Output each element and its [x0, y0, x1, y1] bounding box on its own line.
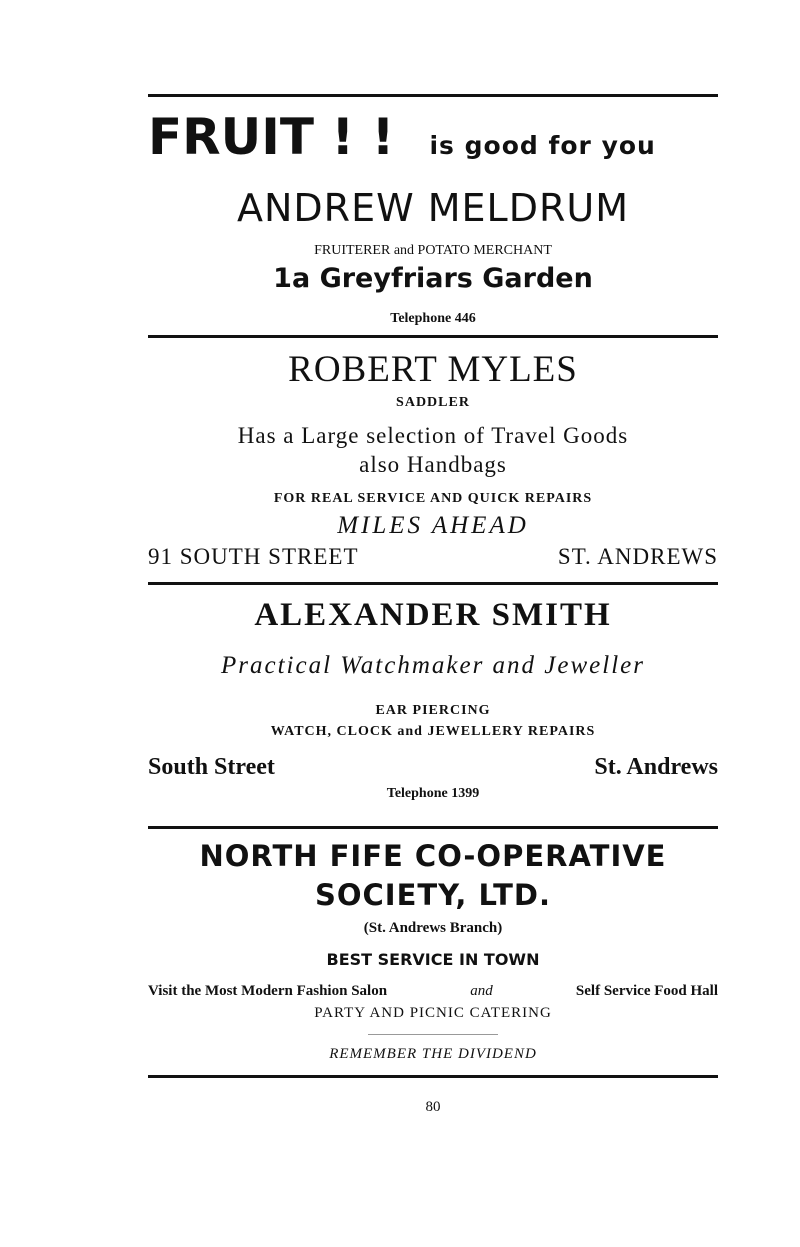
smith-service-2: WATCH, CLOCK and JEWELLERY REPAIRS: [270, 724, 596, 739]
bottom-rule: [148, 1075, 718, 1078]
page-number: 80: [425, 1099, 441, 1115]
coop-name-1: NORTH FIFE CO-OPERATIVE: [199, 839, 667, 873]
smith-name: ALEXANDER SMITH: [254, 597, 612, 633]
divider-rule-2: [148, 582, 718, 585]
meldrum-address: 1a Greyfriars Garden: [273, 263, 593, 294]
myles-address-row: [148, 544, 718, 570]
smith-address-row: [148, 754, 718, 781]
coop-visit-b: Self Service Food Hall: [575, 983, 718, 999]
coop-branch: (St. Andrews Branch): [363, 920, 503, 936]
myles-line-1: Has a Large selection of Travel Goods: [237, 423, 629, 448]
smith-service-1: EAR PIERCING: [375, 703, 491, 718]
smith-town: St. Andrews: [594, 754, 718, 780]
myles-street: 91 SOUTH STREET: [148, 544, 359, 569]
coop-name-2: SOCIETY, LTD.: [314, 878, 552, 912]
myles-slogan: MILES AHEAD: [337, 512, 529, 539]
fruit-headline: FRUIT ! !: [148, 108, 395, 166]
meldrum-name: ANDREW MELDRUM: [237, 186, 629, 230]
coop-short-rule: [368, 1034, 498, 1035]
divider-rule-3: [148, 826, 718, 829]
advertisement-page: [148, 0, 718, 1247]
myles-town: ST. ANDREWS: [557, 544, 718, 569]
myles-name: ROBERT MYLES: [288, 349, 578, 390]
smith-street: South Street: [148, 754, 275, 780]
myles-service: FOR REAL SERVICE AND QUICK REPAIRS: [273, 491, 593, 506]
coop-visit-row: [148, 983, 718, 1000]
meldrum-telephone: Telephone 446: [390, 311, 476, 326]
myles-trade: SADDLER: [396, 395, 470, 410]
coop-visit-and: and: [470, 983, 493, 999]
smith-telephone: Telephone 1399: [386, 786, 480, 801]
coop-service: BEST SERVICE IN TOWN: [326, 950, 540, 969]
coop-visit-a: Visit the Most Modern Fashion Salon: [148, 983, 388, 999]
smith-trade: Practical Watchmaker and Jeweller: [220, 652, 645, 679]
divider-rule-1: [148, 335, 718, 338]
meldrum-headline-row: [148, 108, 718, 170]
meldrum-trade: FRUITERER and POTATO MERCHANT: [314, 243, 552, 258]
coop-dividend: REMEMBER THE DIVIDEND: [329, 1046, 537, 1062]
top-rule: [148, 94, 718, 97]
myles-line-2: also Handbags: [359, 452, 507, 477]
fruit-tagline: is good for you: [429, 131, 656, 160]
coop-catering: PARTY AND PICNIC CATERING: [314, 1005, 552, 1021]
